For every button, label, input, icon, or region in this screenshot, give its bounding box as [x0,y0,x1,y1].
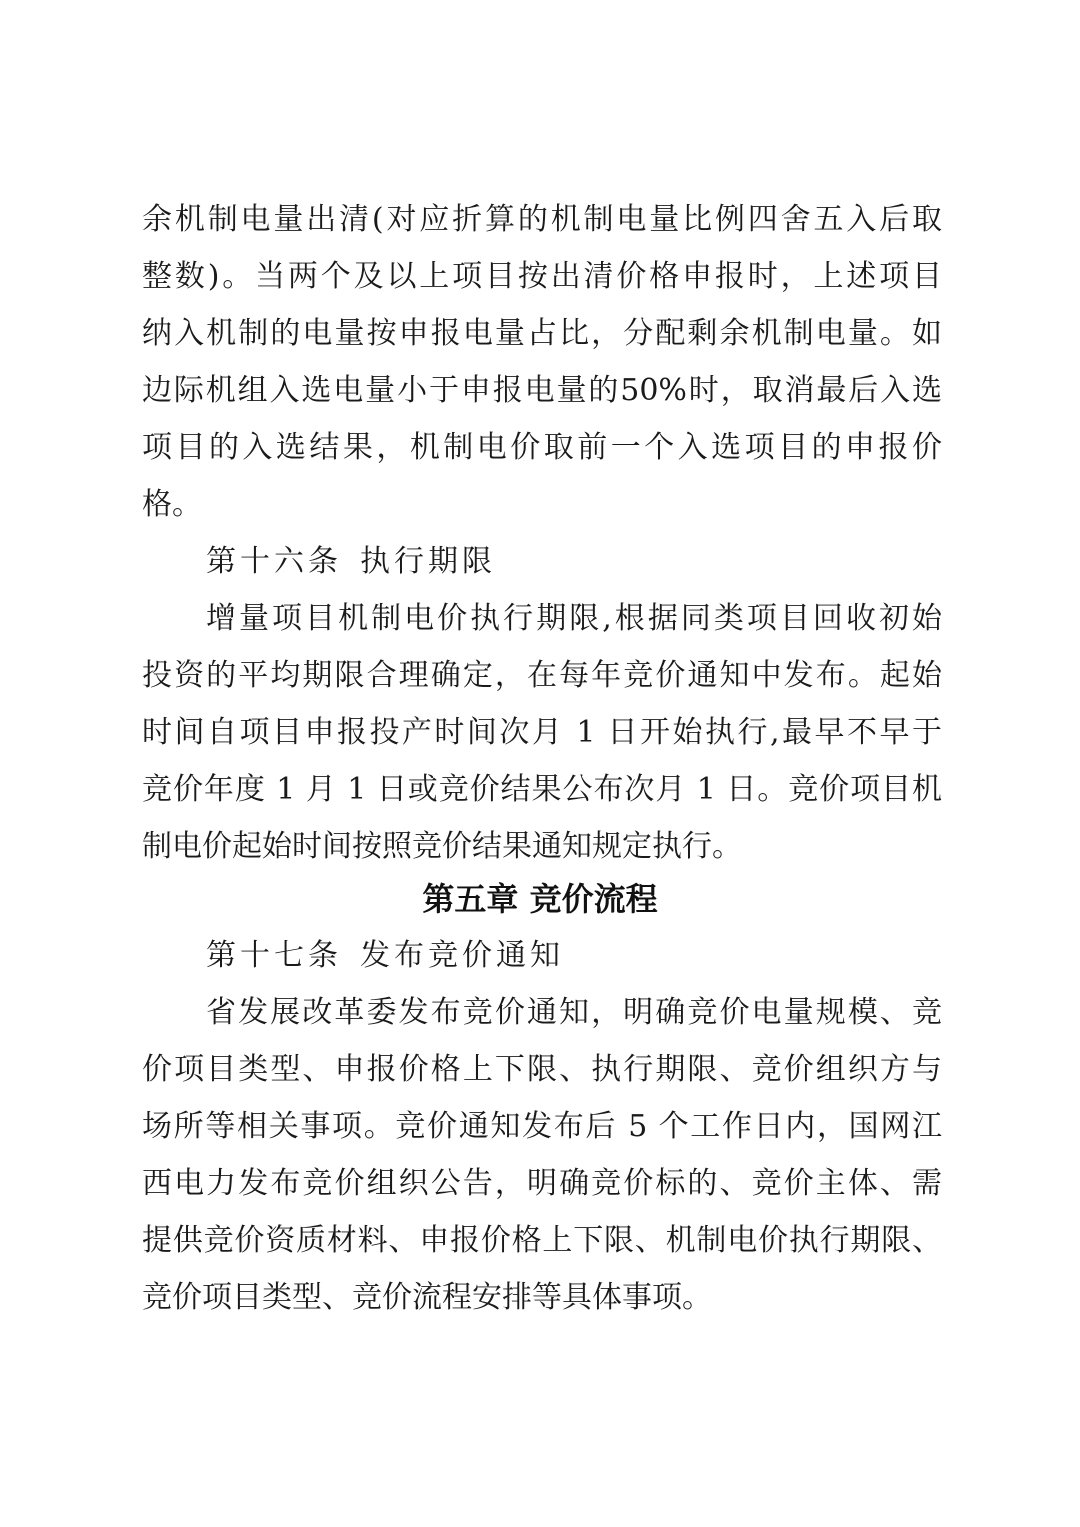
paragraph-line: 竞价项目类型、竞价流程安排等具体事项。 [142,1280,712,1315]
article-17-heading [206,932,564,980]
chapter-title: 第五章 竞价流程 [422,880,658,918]
paragraph-line: 竞价年度 1 月 1 日或竞价结果公布次月 1 日。竞价项目机 [142,772,942,807]
paragraph-line: 价项目类型、申报价格上下限、执行期限、竞价组织方与 [142,1052,942,1087]
paragraph-line: 边际机组入选电量小于申报电量的50%时，取消最后入选 [142,373,942,408]
paragraph-line: 投资的平均期限合理确定，在每年竞价通知中发布。起始 [142,658,942,693]
paragraph-line: 纳入机制的电量按申报电量占比，分配剩余机制电量。如 [142,316,942,351]
paragraph-line: 格。 [142,487,202,522]
article-17-number: 第十七条 [206,938,342,973]
paragraph-line: 提供竞价资质材料、申报价格上下限、机制电价执行期限、 [142,1223,942,1258]
paragraph-line: 场所等相关事项。竞价通知发布后 5 个工作日内，国网江 [142,1109,942,1144]
paragraph-line: 省发展改革委发布竞价通知，明确竞价电量规模、竞 [206,995,942,1030]
paragraph-line: 时间自项目申报投产时间次月 1 日开始执行,最早不早于 [142,715,942,750]
article-16-subject: 执行期限 [360,544,496,579]
paragraph-line: 增量项目机制电价执行期限,根据同类项目回收初始 [206,601,942,636]
paragraph-line: 制电价起始时间按照竞价结果通知规定执行。 [142,829,742,864]
paragraph-line: 整数)。当两个及以上项目按出清价格申报时，上述项目 [142,259,942,294]
article-16-number: 第十六条 [206,544,342,579]
article-16-heading [206,538,496,586]
paragraph-line: 西电力发布竞价组织公告，明确竞价标的、竞价主体、需 [142,1166,942,1201]
article-17-subject: 发布竞价通知 [360,938,564,973]
paragraph-line: 项目的入选结果，机制电价取前一个入选项目的申报价 [142,430,942,465]
paragraph-line: 余机制电量出清(对应折算的机制电量比例四舍五入后取 [142,202,942,237]
